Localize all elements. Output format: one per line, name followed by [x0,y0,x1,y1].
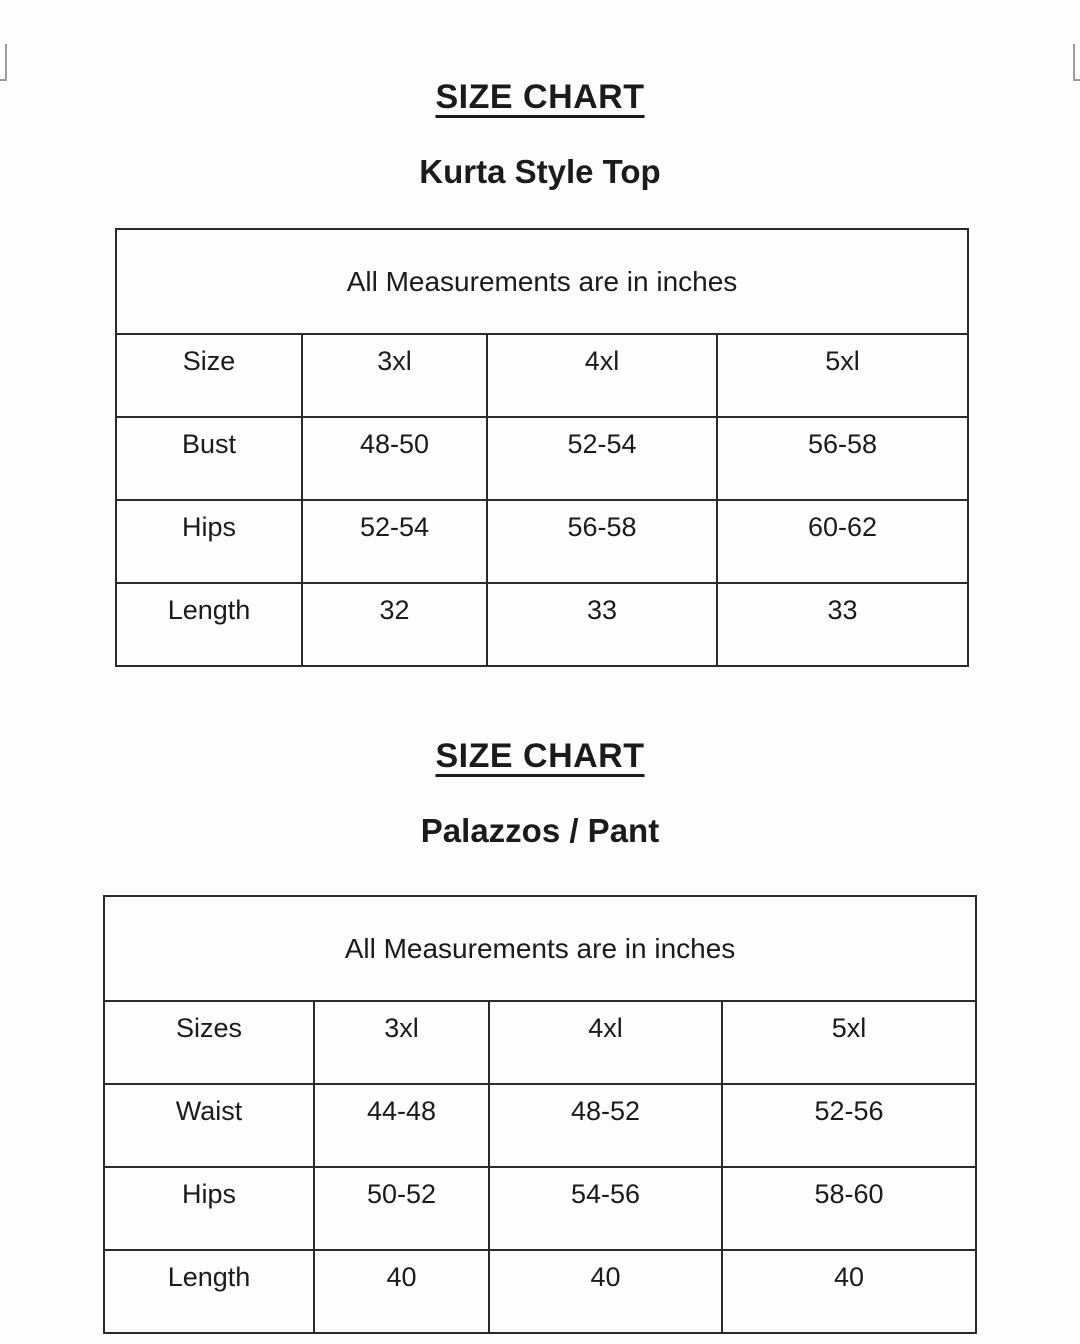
row-header-cell: Hips [104,1167,314,1250]
value-cell: 40 [314,1250,489,1333]
table-note-row [116,229,968,334]
table-note-row [104,896,976,1001]
clipped-edge-mark-left [0,44,7,81]
size-chart-heading-top: SIZE CHART [435,78,645,116]
value-cell: 40 [722,1250,976,1333]
value-cell: 3xl [302,334,487,417]
table-row [104,1250,976,1333]
row-header-cell: Size [116,334,302,417]
clipped-edge-mark-right [1073,44,1080,81]
row-header-cell: Hips [116,500,302,583]
kurta-size-table [115,228,969,667]
value-cell: 48-50 [302,417,487,500]
row-header-cell: Sizes [104,1001,314,1084]
value-cell: 52-56 [722,1084,976,1167]
table-row [104,1084,976,1167]
value-cell: 54-56 [489,1167,722,1250]
size-chart-heading-bottom: SIZE CHART [435,737,645,775]
value-cell: 33 [717,583,968,666]
size-chart-subtitle-kurta: Kurta Style Top [419,153,661,190]
value-cell: 48-52 [489,1084,722,1167]
value-cell: 56-58 [717,417,968,500]
row-header-cell: Length [116,583,302,666]
table-row [104,1167,976,1250]
table-row [116,417,968,500]
value-cell: 3xl [314,1001,489,1084]
value-cell: 40 [489,1250,722,1333]
value-cell: 32 [302,583,487,666]
value-cell: 50-52 [314,1167,489,1250]
row-header-cell: Waist [104,1084,314,1167]
value-cell: 5xl [722,1001,976,1084]
measurement-note: All Measurements are in inches [104,896,976,1001]
value-cell: 58-60 [722,1167,976,1250]
table-row [116,334,968,417]
value-cell: 52-54 [302,500,487,583]
value-cell: 4xl [489,1001,722,1084]
measurement-note: All Measurements are in inches [116,229,968,334]
value-cell: 56-58 [487,500,717,583]
value-cell: 33 [487,583,717,666]
value-cell: 60-62 [717,500,968,583]
value-cell: 4xl [487,334,717,417]
value-cell: 5xl [717,334,968,417]
table-row [116,500,968,583]
value-cell: 52-54 [487,417,717,500]
table-row [104,1001,976,1084]
value-cell: 44-48 [314,1084,489,1167]
table-row [116,583,968,666]
row-header-cell: Length [104,1250,314,1333]
palazzos-size-table [103,895,977,1334]
row-header-cell: Bust [116,417,302,500]
size-chart-subtitle-palazzos: Palazzos / Pant [420,812,660,849]
